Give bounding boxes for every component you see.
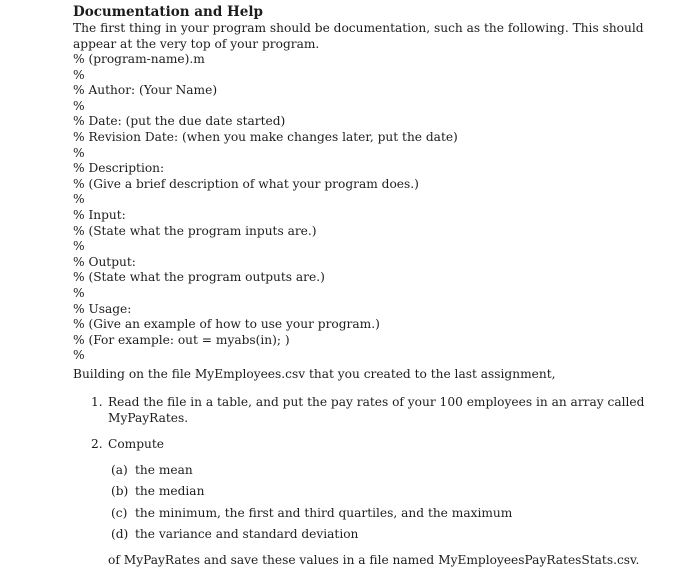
step-item <box>73 436 673 452</box>
template-line: % (State what the program inputs are.) <box>73 223 317 238</box>
template-line: % Usage: <box>73 301 132 316</box>
compute-item <box>73 462 673 478</box>
step-number: 2. <box>91 437 103 452</box>
template-line: % Description: <box>73 161 165 176</box>
compute-label: (a) <box>111 463 128 478</box>
compute-text: the median <box>135 484 205 499</box>
intro-paragraph: The first thing in your program should be documentation, such as the following. This should appear at the very top of your program. <box>73 21 644 51</box>
template-line: % (Give a brief description of what your program does.) <box>73 176 419 191</box>
compute-text: the minimum, the first and third quartiles, and the maximum <box>135 505 513 520</box>
step-number: 1. <box>91 395 103 410</box>
step-text: Compute <box>108 437 164 452</box>
compute-list <box>73 462 673 542</box>
template-line: % Author: (Your Name) <box>73 83 218 98</box>
closing-paragraph: of MyPayRates and save these values in a file named MyEmployeesPayRatesStats.csv. <box>108 552 640 567</box>
steps-list <box>73 394 673 452</box>
template-line: % (program-name).m <box>73 52 205 66</box>
compute-item <box>73 505 673 521</box>
template-line: % Date: (put the due date started) <box>73 114 286 129</box>
compute-text: the variance and standard deviation <box>135 526 359 541</box>
step-text: Read the file in a table, and put the pay rates of your 100 employees in an array called MyPayRates. <box>108 395 645 426</box>
compute-text: the mean <box>135 463 193 478</box>
compute-label: (d) <box>111 526 129 541</box>
compute-item <box>73 526 673 542</box>
template-line: % (For example: out = myabs(in); ) <box>73 332 290 347</box>
template-line: % <box>73 145 85 160</box>
compute-label: (c) <box>111 505 128 520</box>
template-line: % Input: <box>73 207 126 222</box>
template-line: % Revision Date: (when you make changes later, put the date) <box>73 129 458 144</box>
template-line: % Output: <box>73 254 136 269</box>
template-line: % <box>73 348 85 363</box>
template-line: % <box>73 239 85 254</box>
documentation-template <box>73 52 673 364</box>
template-line: % (Give an example of how to use your program.) <box>73 317 380 332</box>
template-line: % <box>73 67 85 82</box>
document-page <box>73 4 673 580</box>
compute-item <box>73 483 673 499</box>
compute-label: (b) <box>111 484 129 499</box>
template-line: % (State what the program outputs are.) <box>73 270 325 285</box>
section-heading: Documentation and Help <box>73 4 263 20</box>
template-line: % <box>73 285 85 300</box>
template-line: % <box>73 192 85 207</box>
building-paragraph: Building on the file MyEmployees.csv that you created to the last assignment, <box>73 366 556 381</box>
step-item <box>73 394 673 426</box>
template-line: % <box>73 98 85 113</box>
